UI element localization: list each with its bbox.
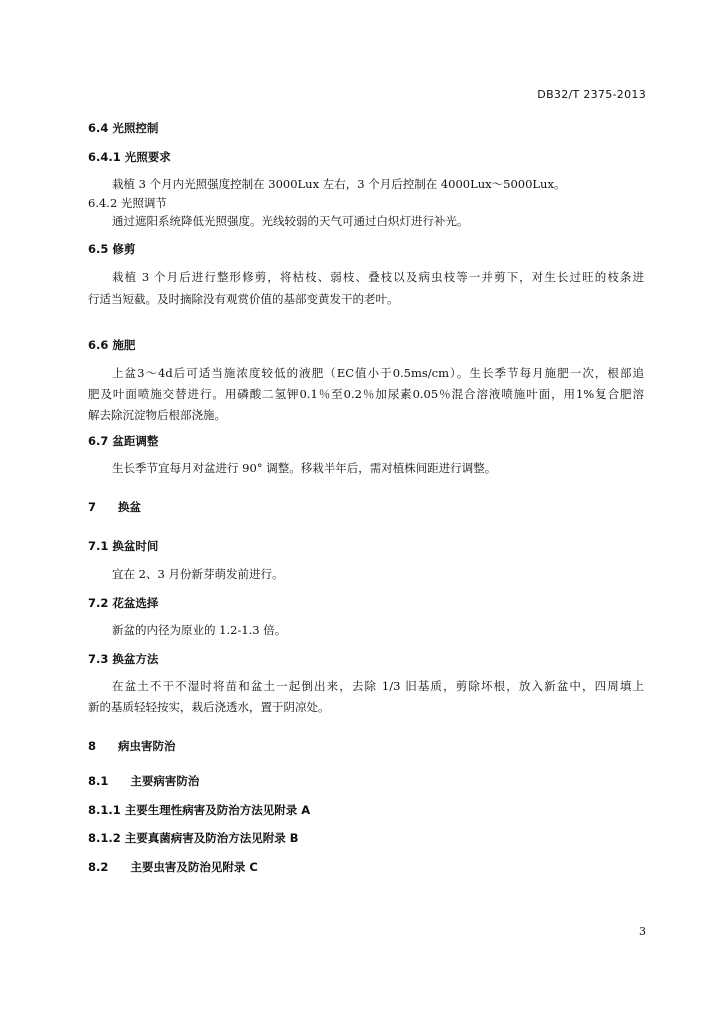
section-7-1-text: 宜在 2、3 月份新芽萌发前进行。 <box>112 567 284 581</box>
section-6-5-text-line-1: 栽植 3 个月后进行整形修剪，将枯枝、弱枝、叠枝以及病虫枝等一并剪下，对生长过旺的枝条进 <box>112 270 644 284</box>
section-7-3-heading: 7.3 换盆方法 <box>88 652 159 666</box>
section-7-2-text: 新盆的内径为原业的 1.2-1.3 倍。 <box>112 623 287 637</box>
section-6-4-1-text: 栽植 3 个月内光照强度控制在 3000Lux 左右，3 个月后控制在 4000Lux～5000Lux。 <box>112 177 566 191</box>
chapter-8-number: 8 <box>88 739 97 753</box>
section-8-2-heading <box>88 856 644 878</box>
section-6-6-text-line-2: 肥及叶面喷施交替进行。用磷酸二氢钾0.1％至0.2％加尿素0.05％混合溶液喷施叶面，用1%复合肥溶 <box>88 387 644 401</box>
section-6-5-heading: 6.5 修剪 <box>88 242 136 256</box>
section-8-1-title: 主要病害防治 <box>130 774 200 788</box>
section-8-1-2-heading: 8.1.2 主要真菌病害及防治方法见附录 B <box>88 831 299 845</box>
section-7-2-heading: 7.2 花盆选择 <box>88 596 159 610</box>
section-6-4-heading: 6.4 光照控制 <box>88 121 159 135</box>
page-number: 3 <box>639 925 646 938</box>
section-6-4-2-text: 通过遮阳系统降低光照强度。光线较弱的天气可通过白炽灯进行补光。 <box>112 214 469 228</box>
section-8-1-1-heading: 8.1.1 主要生理性病害及防治方法见附录 A <box>88 803 311 817</box>
section-7-1-heading: 7.1 换盆时间 <box>88 539 159 553</box>
chapter-8-title: 病虫害防治 <box>118 739 176 753</box>
section-6-6-text-line-3: 解去除沉淀物后根部浇施。 <box>88 408 226 422</box>
section-8-2-title: 主要虫害及防治见附录 C <box>130 860 258 874</box>
section-8-1-heading <box>88 770 644 792</box>
section-6-6-text-line-1: 上盆3～4d后可适当施浓度较低的液肥（EC值小于0.5ms/cm）。生长季节每月施肥一次，根部追 <box>112 366 644 380</box>
chapter-7-number: 7 <box>88 500 97 514</box>
section-8-2-number: 8.2 <box>88 860 109 874</box>
section-7-3-text-line-1: 在盆土不干不湿时将苗和盆土一起倒出来，去除 1/3 旧基质，剪除坏根，放入新盆中，四周填上 <box>112 679 644 693</box>
chapter-7-heading <box>88 496 644 518</box>
section-6-4-2-heading: 6.4.2 光照调节 <box>88 196 167 210</box>
section-8-1-number: 8.1 <box>88 774 109 788</box>
section-6-6-heading: 6.6 施肥 <box>88 338 136 352</box>
chapter-7-title: 换盆 <box>118 500 142 514</box>
section-6-7-text: 生长季节宜每月对盆进行 90° 调整。移栽半年后，需对植株间距进行调整。 <box>112 461 497 475</box>
section-7-3-text-line-2: 新的基质轻轻按实，栽后浇透水，置于阴凉处。 <box>88 700 330 714</box>
section-6-4-1-heading: 6.4.1 光照要求 <box>88 150 171 164</box>
section-6-7-heading: 6.7 盆距调整 <box>88 434 159 448</box>
standard-code: DB32/T 2375-2013 <box>537 88 646 101</box>
chapter-8-heading <box>88 735 644 757</box>
section-6-5-text-line-2: 行适当短截。及时摘除没有观赏价值的基部变黄发干的老叶。 <box>88 292 399 306</box>
